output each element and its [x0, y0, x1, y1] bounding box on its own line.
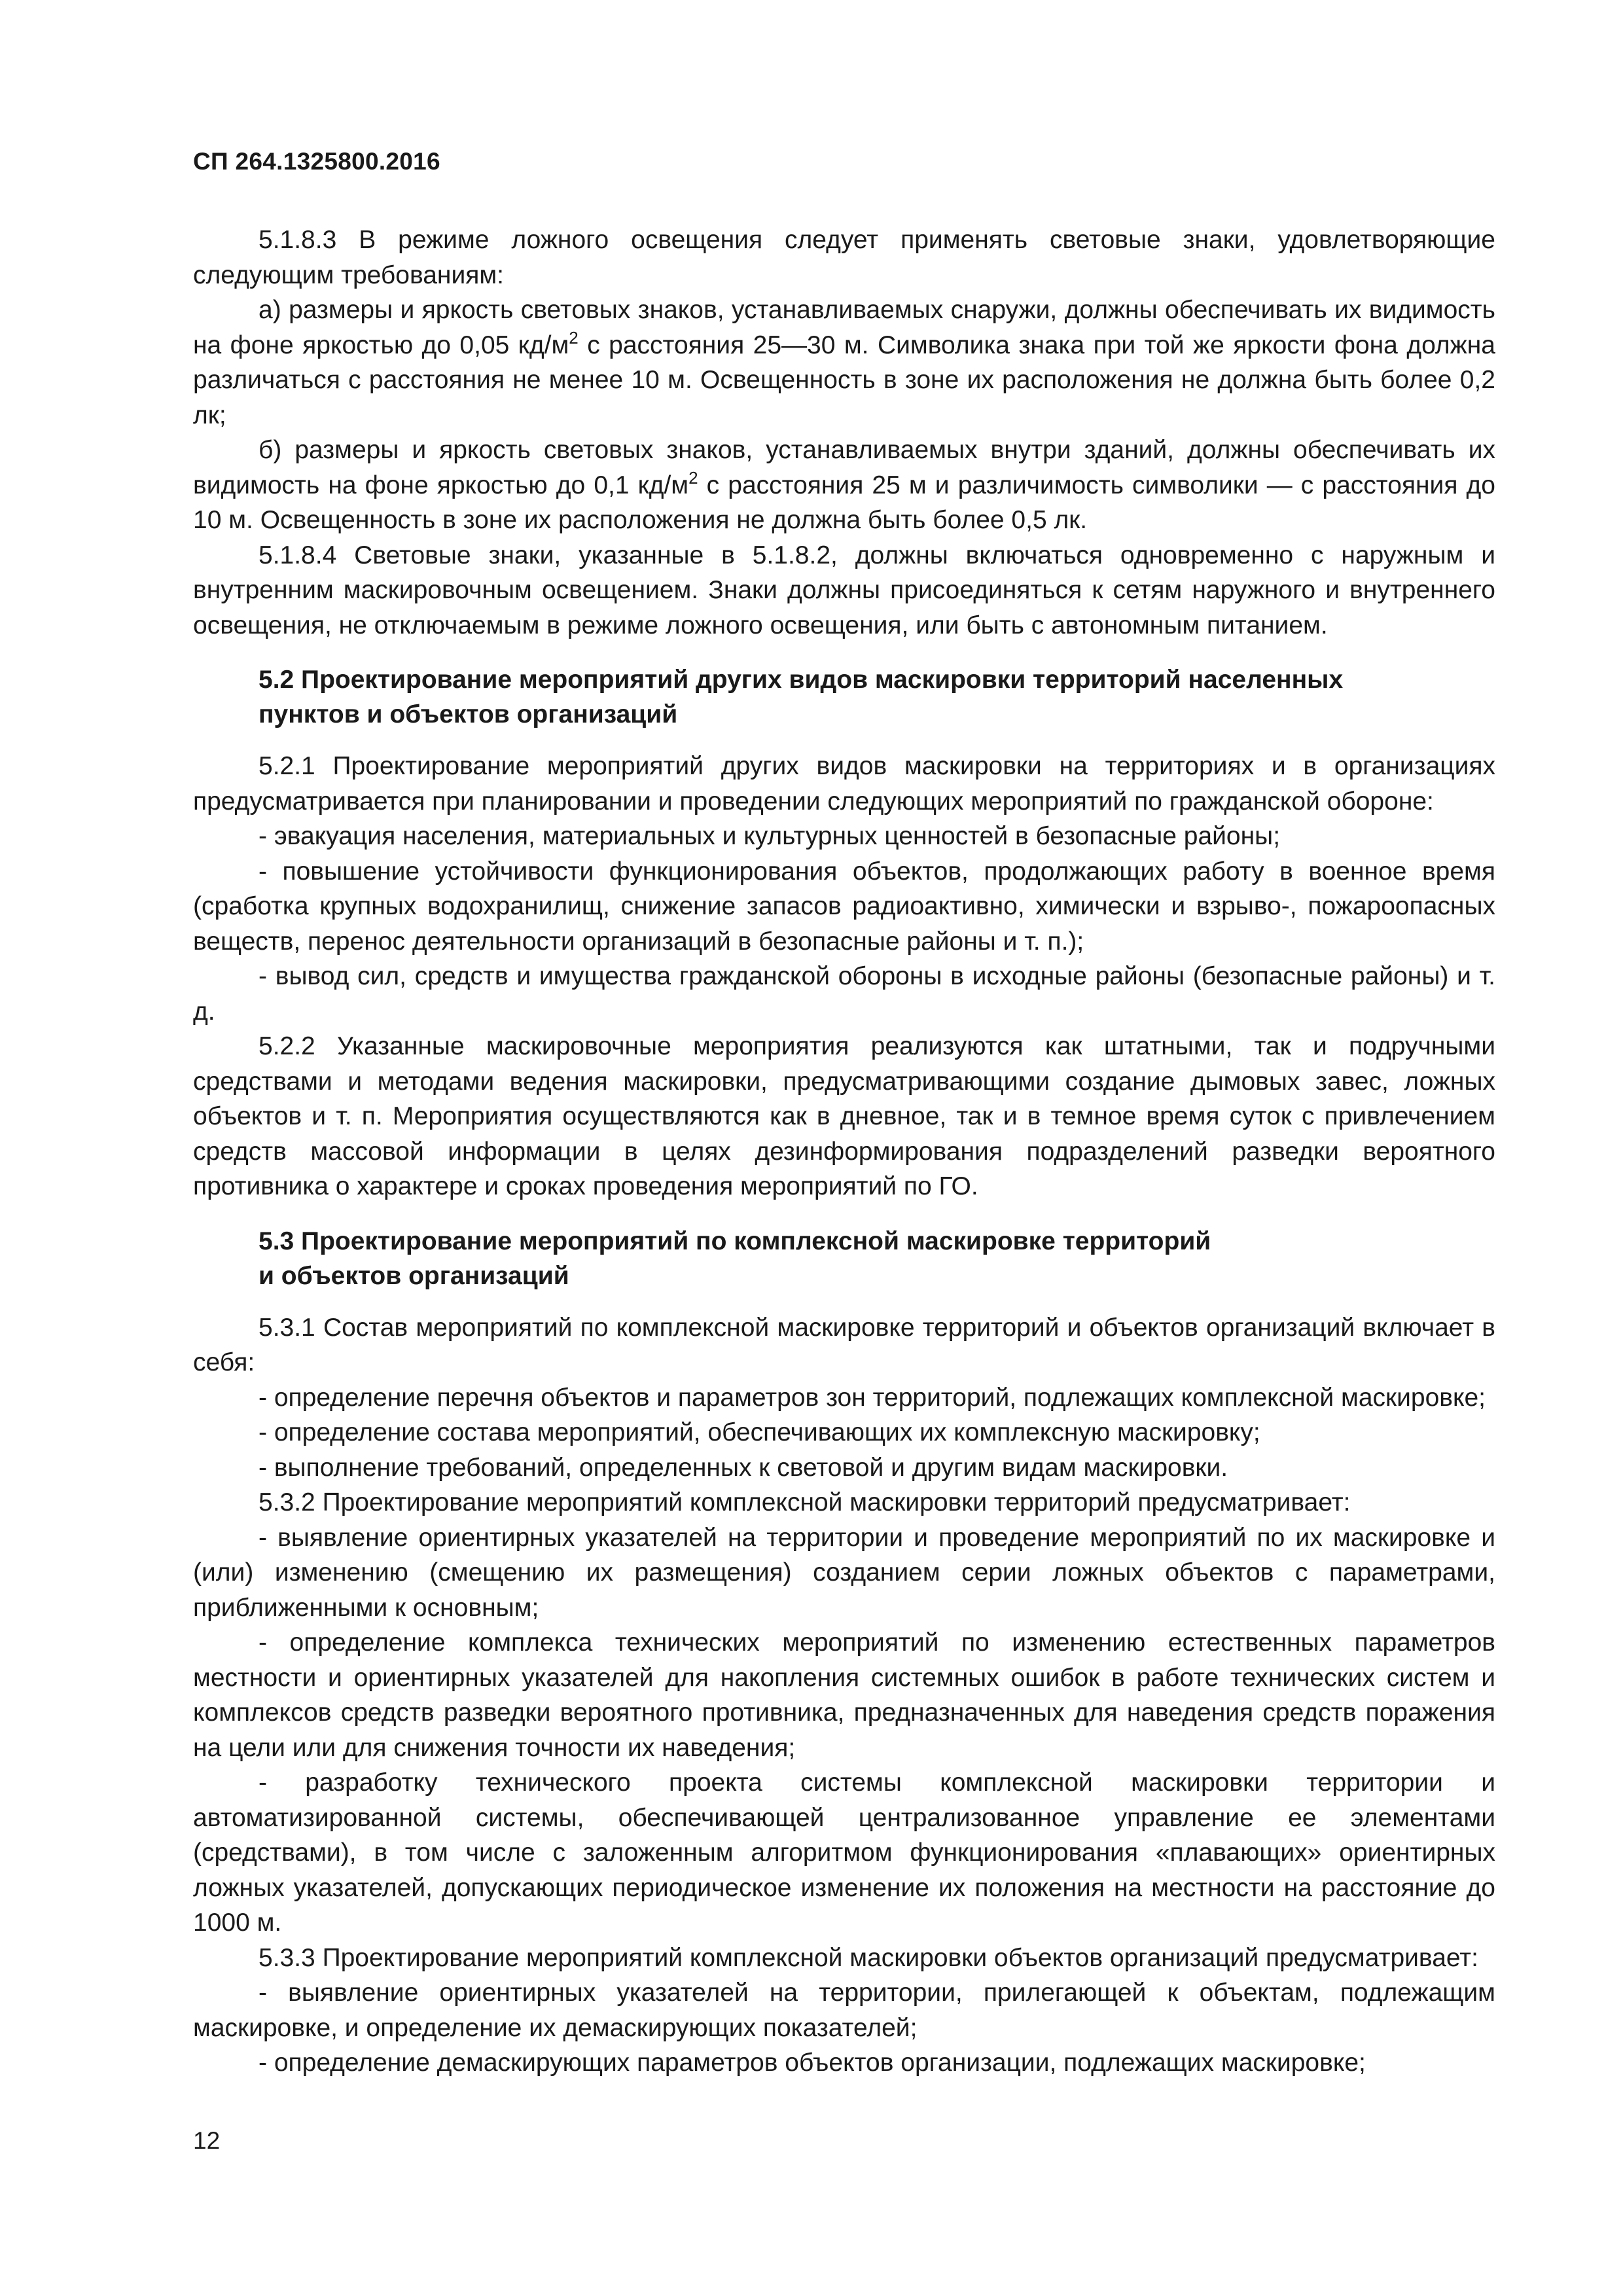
list-item: - определение перечня объектов и параметров зон территорий, подлежащих комплексной маскировке; — [259, 1383, 1486, 1412]
superscript: 2 — [688, 467, 698, 488]
paragraph-5-1-8-3: 5.1.8.3 В режиме ложного освещения следует применять световые знаки, удовлетворяющие следующим требованиям: — [193, 226, 1495, 289]
paragraph-5-1-8-4: 5.1.8.4 Световые знаки, указанные в 5.1.8.2, должны включаться одновременно с наружным и внутренним маскировочным освещением. Знаки должны присоединяться к сетям наружного и внутреннего освещения, не отключаемым в режиме ложного освещения, или быть с автономным питанием. — [193, 541, 1495, 639]
list-item: - определение комплекса технических мероприятий по изменению естественных параметров местности и ориентирных указателей для накопления системных ошибок в работе технических систем и комплексов средств разведки вероятного противника, предназначенных для наведения средств поражения на цели или для снижения точности их наведения; — [193, 1628, 1495, 1762]
text-segment: с расстояния 25—30 м. Символика знака при той же яркости фона должна различаться с расстояния не менее 10 м. Освещенность в зоне их расположения не должна быть более 0,2 лк; — [193, 331, 1495, 429]
heading-line: пунктов и объектов организаций — [259, 700, 678, 728]
document-code-header: СП 264.1325800.2016 — [193, 148, 440, 175]
list-item: - выявление ориентирных указателей на территории, прилегающей к объектам, подлежащим маскировке, и определение их демаскирующих показателей; — [193, 1979, 1495, 2042]
heading-line: и объектов организаций — [259, 1261, 569, 1290]
paragraph-5-3-2: 5.3.2 Проектирование мероприятий комплексной маскировки территорий предусматривает: — [259, 1488, 1351, 1516]
heading-line: 5.2 Проектирование мероприятий других видов маскировки территорий населенных — [259, 666, 1344, 694]
list-item: - выявление ориентирных указателей на территории и проведение мероприятий по их маскировке и (или) изменению (смещению их размещения) созданием серии ложных объектов с параметрами, приближенными к основным; — [193, 1523, 1495, 1622]
paragraph-5-3-3: 5.3.3 Проектирование мероприятий комплексной маскировки объектов организаций предусматривает: — [259, 1943, 1478, 1972]
list-item: - эвакуация населения, материальных и культурных ценностей в безопасные районы; — [259, 822, 1281, 850]
list-item: - вывод сил, средств и имущества гражданской обороны в исходные районы (безопасные районы) и т. д. — [193, 962, 1495, 1026]
paragraph-item-a — [193, 293, 1495, 433]
section-heading-5-2 — [193, 662, 1495, 732]
list-item: - определение состава мероприятий, обеспечивающих их комплексную маскировку; — [259, 1418, 1260, 1446]
page-body — [193, 223, 1495, 2081]
page-number: 12 — [193, 2127, 221, 2154]
superscript: 2 — [569, 327, 579, 348]
paragraph-5-2-1: 5.2.1 Проектирование мероприятий других видов маскировки на территориях и в организациях предусматривается при планировании и проведении следующих мероприятий по гражданской обороне: — [193, 752, 1495, 816]
list-item: - повышение устойчивости функционирования объектов, продолжающих работу в военное время (сработка крупных водохранилищ, снижение запасов радиоактивно, химически и взрыво-, пожароопасных веществ, перенос деятельности организаций в безопасные районы и т. п.); — [193, 857, 1495, 956]
text-segment: с расстояния 25 м и различимость символики — с расстояния до 10 м. Освещенность в зоне их расположения не должна быть более 0,5 лк. — [193, 471, 1495, 534]
paragraph-5-3-1: 5.3.1 Состав мероприятий по комплексной маскировке территорий и объектов организаций включает в себя: — [193, 1313, 1495, 1376]
text-segment: б) размеры и яркость световых знаков, устанавливаемых внутри зданий, должны обеспечивать их видимость на фоне яркостью до 0,1 кд/м — [193, 436, 1495, 499]
paragraph-5-2-2: 5.2.2 Указанные маскировочные мероприятия реализуются как штатными, так и подручными средствами и методами ведения маскировки, предусматривающими создание дымовых завес, ложных объектов и т. п. Мероприятия осуществляются как в дневное, так и в темное время суток с привлечением средств массовой информации в целях дезинформирования подразделений разведки вероятного противника о характере и сроках проведения мероприятий по ГО. — [193, 1032, 1495, 1200]
list-item: - разработку технического проекта системы комплексной маскировки территории и автоматизированной системы, обеспечивающей централизованное управление ее элементами (средствами), в том числе с заложенным алгоритмом функционирования «плавающих» ориентирных ложных указателей, допускающих периодическое изменение их положения на местности на расстояние до 1000 м. — [193, 1768, 1495, 1937]
section-heading-5-3 — [193, 1224, 1495, 1293]
list-item: - выполнение требований, определенных к световой и другим видам маскировки. — [259, 1453, 1228, 1482]
paragraph-item-b — [193, 433, 1495, 538]
heading-line: 5.3 Проектирование мероприятий по комплексной маскировке территорий — [259, 1227, 1211, 1255]
text-segment: а) размеры и яркость световых знаков, устанавливаемых снаружи, должны обеспечивать их видимость на фоне яркостью до 0,05 кд/м — [193, 296, 1495, 359]
list-item: - определение демаскирующих параметров объектов организации, подлежащих маскировке; — [259, 2049, 1366, 2077]
